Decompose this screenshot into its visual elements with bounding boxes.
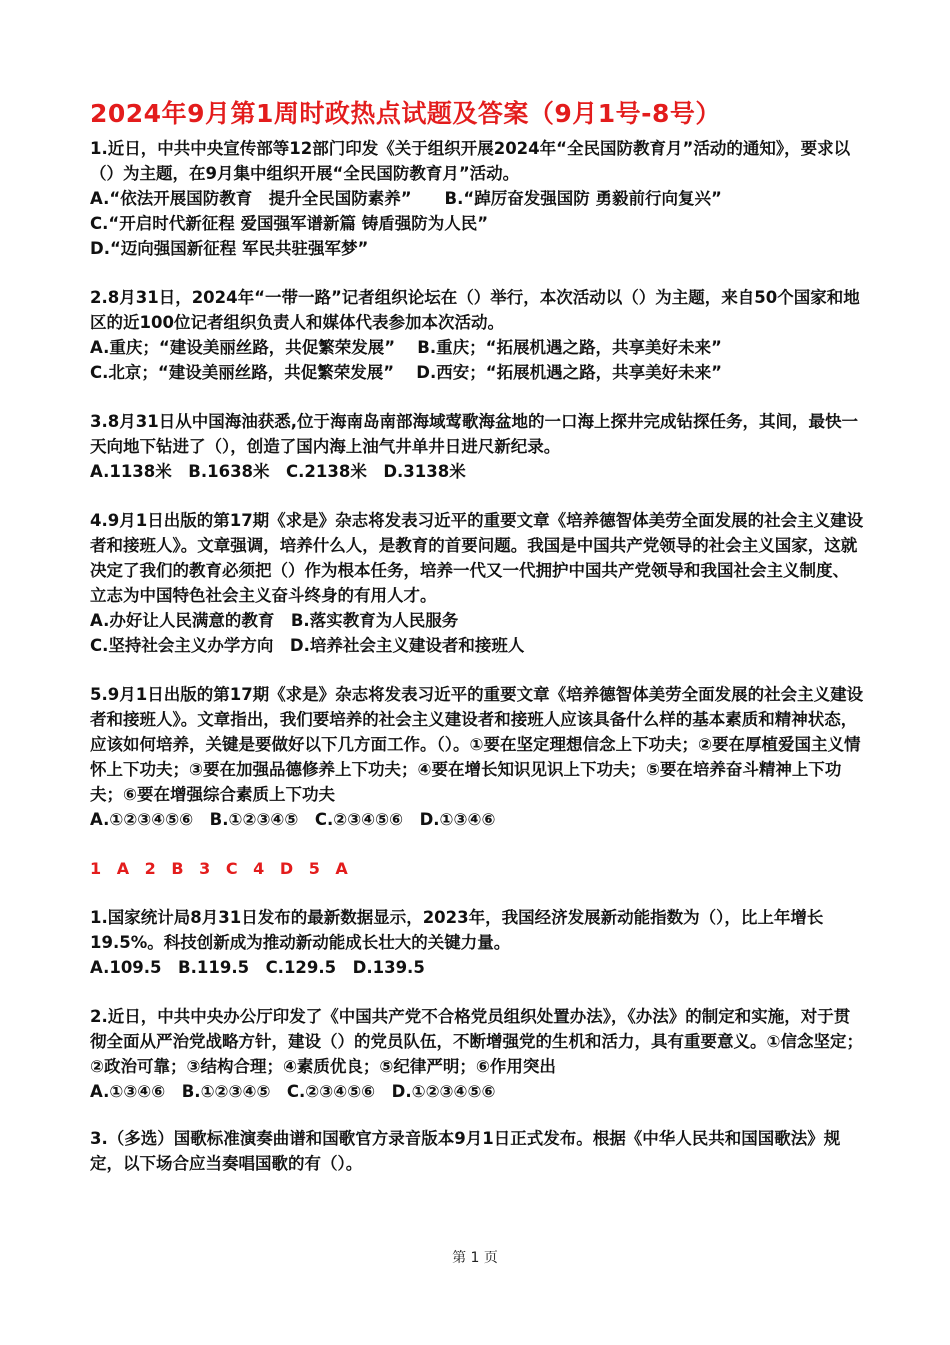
page-title: 2024年9月第1周时政热点试题及答案（9月1号-8号） bbox=[90, 99, 721, 128]
question-option: C.北京；“建设美丽丝路，共促繁荣发展” D.西安；“拓展机遇之路，共享美好未来” bbox=[90, 363, 722, 382]
question-option: C.“开启时代新征程 爱国强军谱新篇 铸盾强防为人民” bbox=[90, 214, 489, 233]
question-option: A.办好让人民满意的教育 B.落实教育为人民服务 bbox=[90, 611, 459, 630]
question-3-part2 bbox=[90, 1126, 864, 1176]
question-2-part1 bbox=[90, 285, 864, 385]
question-option: D.“迈向强国新征程 军民共驻强军梦” bbox=[90, 239, 369, 258]
question-option: A.重庆；“建设美丽丝路，共促繁荣发展” B.重庆；“拓展机遇之路，共享美好未来” bbox=[90, 338, 722, 357]
question-1-part1 bbox=[90, 136, 864, 261]
question-5-part1 bbox=[90, 682, 864, 832]
question-text: 3.8月31日从中国海油获悉,位于海南岛南部海域莺歌海盆地的一口海上探井完成钻探任务，其间，最快一天向地下钻进了（），创造了国内海上油气井单井日进尺新纪录。 bbox=[90, 412, 858, 456]
question-3-part1 bbox=[90, 409, 864, 484]
question-text: 4.9月1日出版的第17期《求是》杂志将发表习近平的重要文章《培养德智体美劳全面发展的社会主义建设者和接班人》。文章强调，培养什么人，是教育的首要问题。我国是中国共产党领导的社会主义国家，这就决定了我们的教育必须把（）作为根本任务，培养一代又一代拥护中国共产党领导和我国社会主义制度、立志为中国特色社会主义奋斗终身的有用人才。 bbox=[90, 511, 864, 605]
question-text: 2.近日，中共中央办公厅印发了《中国共产党不合格党员组织处置办法》，《办法》的制定和实施，对于贯彻全面从严治党战略方针，建设（）的党员队伍，不断增强党的生机和活力，具有重要意义。①信念坚定；②政治可靠；③结构合理；④素质优良；⑤纪律严明；⑥作用突出 bbox=[90, 1007, 863, 1076]
question-text: 1.国家统计局8月31日发布的最新数据显示，2023年，我国经济发展新动能指数为（），比上年增长19.5%。科技创新成为推动新动能成长壮大的关键力量。 bbox=[90, 908, 824, 952]
answer-key: 1 A 2 B 3 C 4 D 5 A bbox=[90, 859, 353, 878]
question-text: 3.（多选）国歌标准演奏曲谱和国歌官方录音版本9月1日正式发布。根据《中华人民共和国国歌法》规定，以下场合应当奏唱国歌的有（）。 bbox=[90, 1129, 841, 1173]
question-2-part2 bbox=[90, 1004, 864, 1104]
question-option: A.①③④⑥ B.①②③④⑤ C.②③④⑤⑥ D.①②③④⑤⑥ bbox=[90, 1082, 496, 1101]
page-number: 第 1 页 bbox=[452, 1250, 498, 1266]
question-option: A.109.5 B.119.5 C.129.5 D.139.5 bbox=[90, 958, 425, 977]
question-option: A.①②③④⑤⑥ B.①②③④⑤ C.②③④⑤⑥ D.①③④⑥ bbox=[90, 810, 496, 829]
question-option: A.“依法开展国防教育 提升全民国防素养” B.“踔厉奋发强国防 勇毅前行向复兴” bbox=[90, 189, 722, 208]
question-1-part2 bbox=[90, 905, 864, 980]
question-option: C.坚持社会主义办学方向 D.培养社会主义建设者和接班人 bbox=[90, 636, 525, 655]
question-text: 5.9月1日出版的第17期《求是》杂志将发表习近平的重要文章《培养德智体美劳全面发展的社会主义建设者和接班人》。文章指出，我们要培养的社会主义建设者和接班人应该具备什么样的基本素质和精神状态，应该如何培养，关键是要做好以下几方面工作。（）。①要在坚定理想信念上下功夫；②要在厚植爱国主义情怀上下功夫；③要在加强品德修养上下功夫；④要在增长知识见识上下功夫；⑤要在培养奋斗精神上下功夫；⑥要在增强综合素质上下功夫 bbox=[90, 685, 864, 804]
question-text: 2.8月31日，2024年“一带一路”记者组织论坛在（）举行，本次活动以（）为主题，来自50个国家和地区的近100位记者组织负责人和媒体代表参加本次活动。 bbox=[90, 288, 860, 332]
question-text: 1.近日，中共中央宣传部等12部门印发《关于组织开展2024年“全民国防教育月”活动的通知》，要求以（）为主题，在9月集中组织开展“全民国防教育月”活动。 bbox=[90, 139, 851, 183]
question-option: A.1138米 B.1638米 C.2138米 D.3138米 bbox=[90, 462, 466, 481]
question-4-part1 bbox=[90, 508, 864, 658]
